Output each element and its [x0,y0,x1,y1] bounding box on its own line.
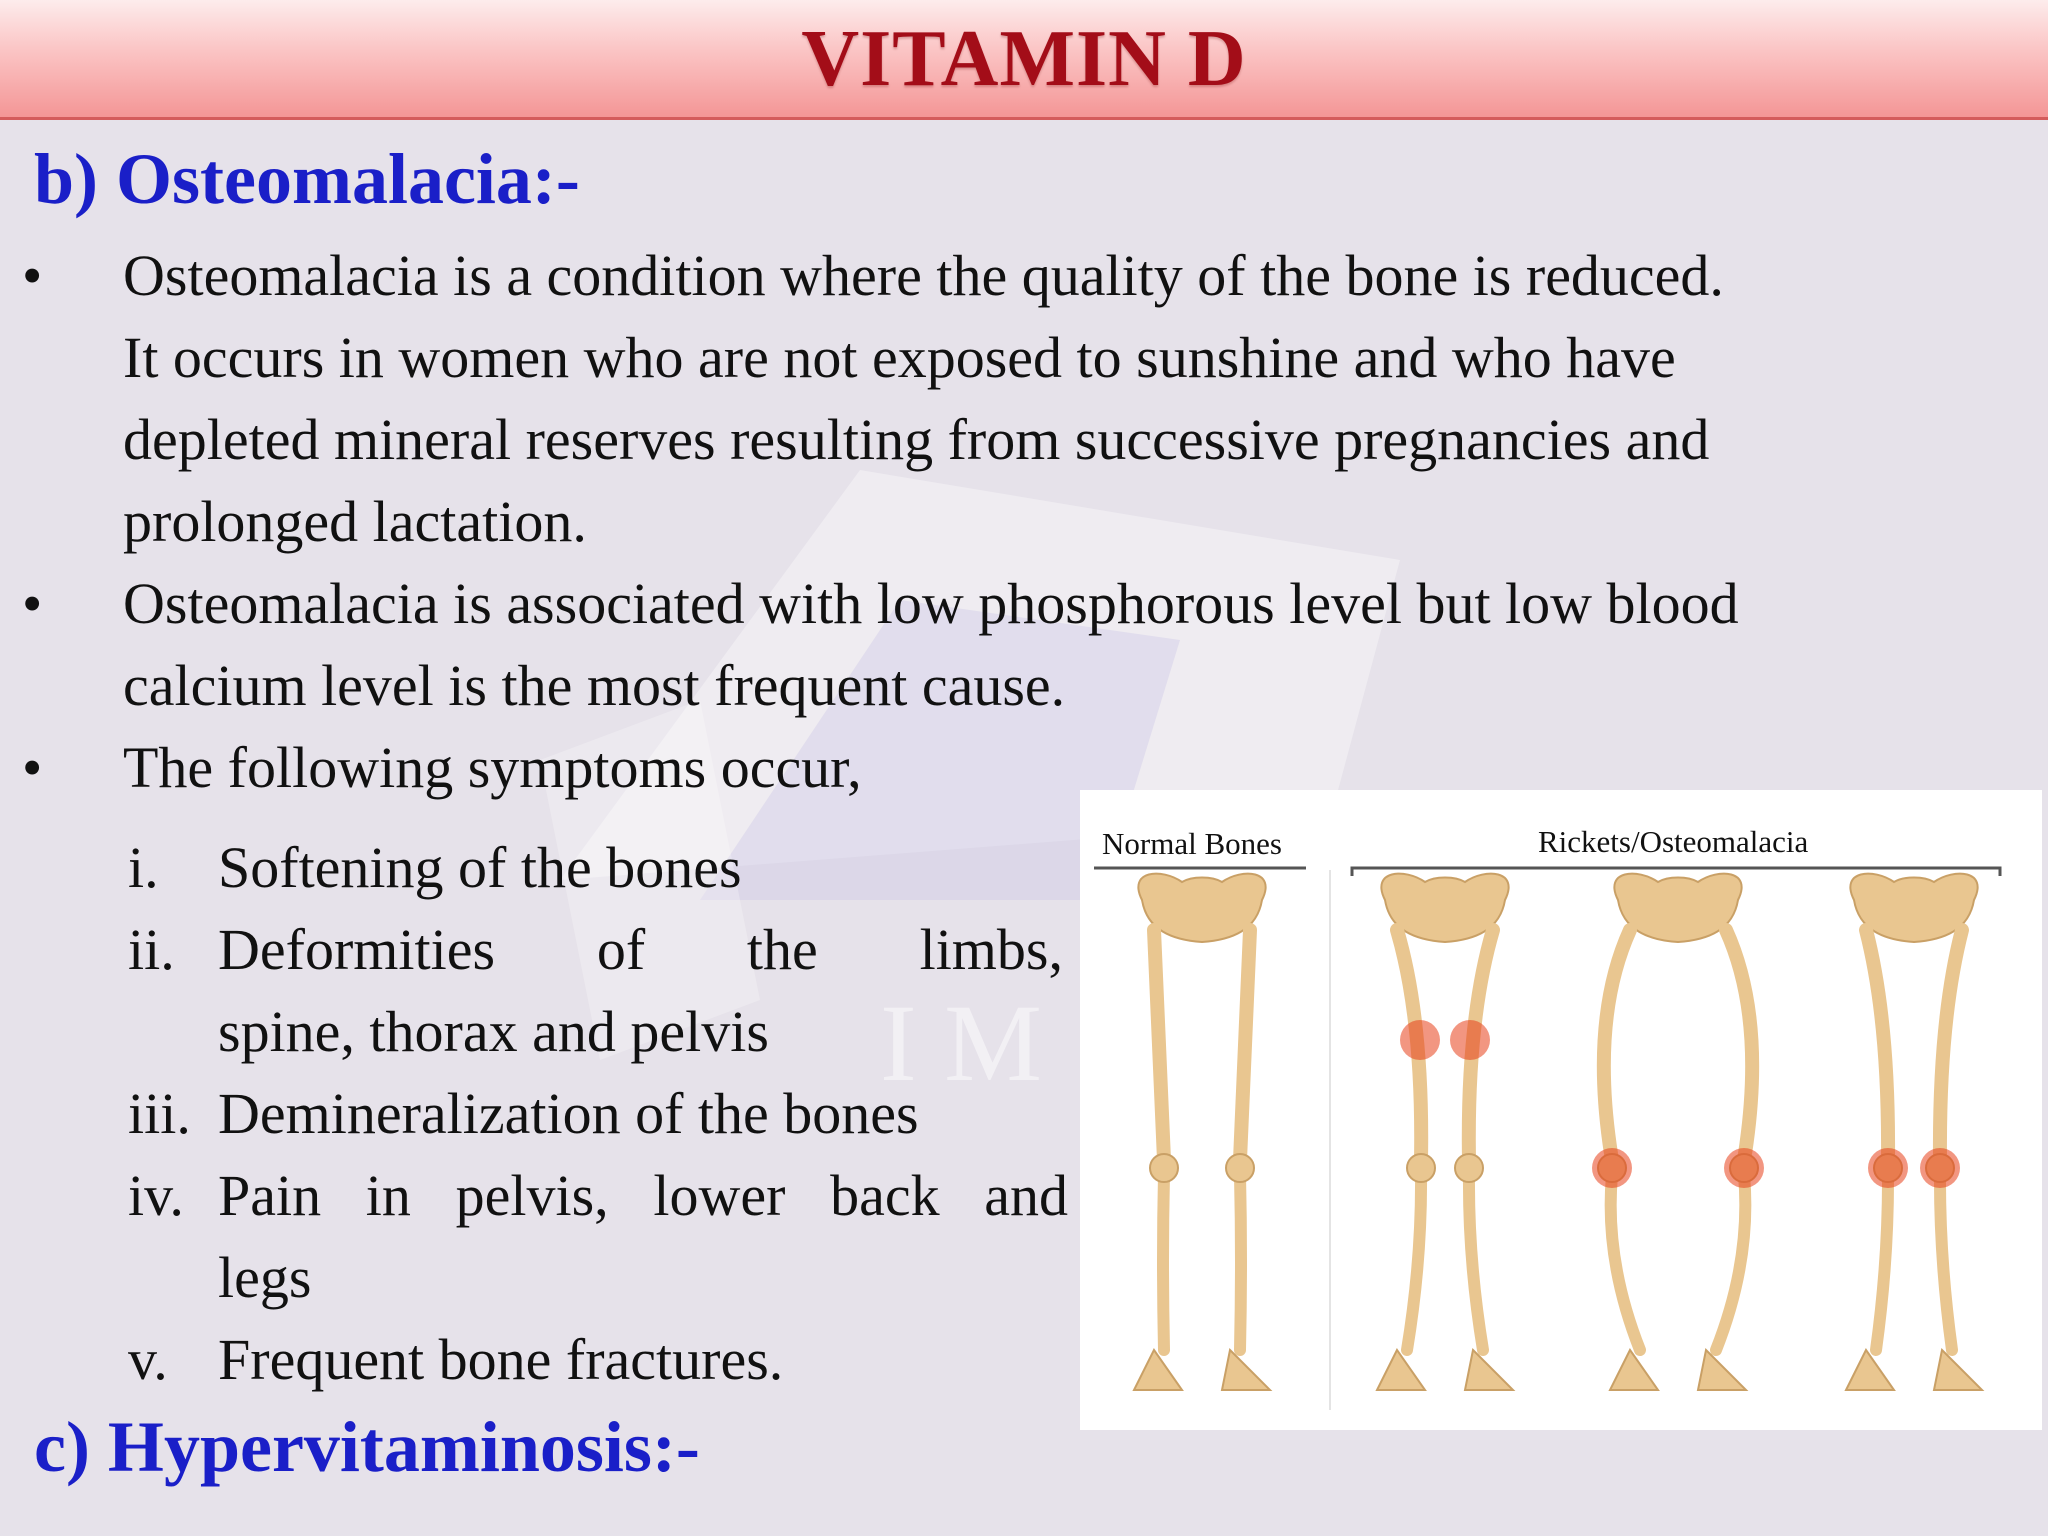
bullet-1-line-4: prolonged lactation. [123,489,587,554]
skeleton-rickets-3-inflammation [1868,1148,1908,1188]
skeleton-rickets-1-inflammation [1450,1020,1490,1060]
skeleton-rickets-1-foot [1465,1350,1513,1390]
skeleton-normal-foot [1222,1350,1270,1390]
skeleton-rickets-3-tibia [1876,1175,1888,1350]
skeleton-normal-tibia [1240,1175,1241,1350]
title-bar [0,0,2048,120]
skeleton-normal-femur [1240,930,1250,1160]
bullet-marker: • [22,735,43,800]
skeleton-normal-knee [1226,1154,1254,1182]
slide-title: VITAMIN D [801,15,1247,103]
section-heading-hypervitaminosis: c) Hypervitaminosis:- [34,1407,700,1487]
skeleton-rickets-2-foot [1698,1350,1746,1390]
symptom-2-line-1: Deformities of the limbs, [218,917,1063,982]
skeleton-rickets-3-femur [1940,930,1962,1160]
skeleton-rickets-3-inflammation [1920,1148,1960,1188]
bones-comparison-figure [1080,790,2042,1430]
symptom-number: ii. [128,917,175,982]
section-heading-osteomalacia: b) Osteomalacia:- [34,139,580,219]
skeleton-rickets-1-tibia [1469,1175,1483,1350]
skeleton-rickets-3-tibia [1940,1175,1952,1350]
skeleton-rickets-2-femur [1726,930,1752,1160]
skeleton-rickets-3-foot [1846,1350,1894,1390]
bullet-2-line-2: calcium level is the most frequent cause. [123,653,1066,718]
skeleton-rickets-3-foot [1934,1350,1982,1390]
skeleton-normal-knee [1150,1154,1178,1182]
symptom-number: iii. [128,1081,191,1146]
bullet-1-line-3: depleted mineral reserves resulting from successive pregnancies and [123,407,1710,472]
skeleton-normal-foot [1134,1350,1182,1390]
symptom-number: iv. [128,1163,184,1228]
bullet-1-line-2: It occurs in women who are not exposed to sunshine and who have [123,325,1676,390]
symptom-4-line-1: Pain in pelvis, lower back and [218,1163,1068,1228]
bullet-2-line-1: Osteomalacia is associated with low phosphorous level but low blood [123,571,1739,636]
label-normal-bones: Normal Bones [1102,826,1282,861]
bullet-marker: • [22,243,43,308]
skeleton-normal-femur [1154,930,1164,1160]
skeleton-rickets-1-tibia [1407,1175,1421,1350]
skeleton-rickets-2-inflammation [1592,1148,1632,1188]
bullet-marker: • [22,571,43,636]
skeleton-rickets-1-knee [1407,1154,1435,1182]
skeleton-rickets-1-knee [1455,1154,1483,1182]
skeleton-normal-tibia [1163,1175,1164,1350]
skeleton-rickets-1-foot [1377,1350,1425,1390]
skeleton-rickets-2-tibia [1716,1175,1745,1350]
bullet-3-line-1: The following symptoms occur, [123,735,862,800]
skeleton-rickets-2-inflammation [1724,1148,1764,1188]
symptom-5: Frequent bone fractures. [218,1327,784,1392]
symptom-number: v. [128,1327,168,1392]
svg-text:I M: I M [880,982,1042,1104]
skeleton-rickets-3-femur [1866,930,1888,1160]
symptom-1: Softening of the bones [218,835,742,900]
label-rickets-osteomalacia: Rickets/Osteomalacia [1538,824,1809,859]
symptom-number: i. [128,835,159,900]
skeleton-rickets-2-foot [1610,1350,1658,1390]
bullet-1-line-1: Osteomalacia is a condition where the quality of the bone is reduced. [123,243,1724,308]
symptom-4-line-2: legs [218,1245,312,1310]
skeleton-rickets-1-inflammation [1400,1020,1440,1060]
symptom-2-line-2: spine, thorax and pelvis [218,999,769,1064]
skeleton-illustration [1080,790,2042,1430]
skeleton-rickets-2-tibia [1611,1175,1640,1350]
skeleton-rickets-2-femur [1604,930,1630,1160]
symptom-3: Demineralization of the bones [218,1081,919,1146]
